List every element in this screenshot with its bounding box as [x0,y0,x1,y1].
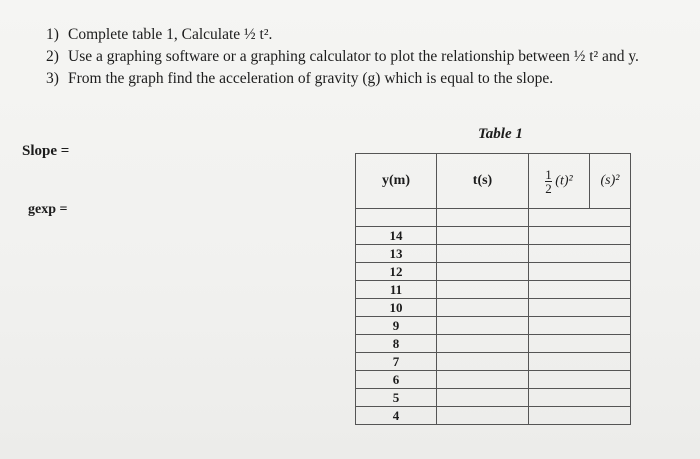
table-spacer [356,209,631,227]
y-value-cell: 5 [356,389,437,407]
table-row [356,353,631,371]
table-row [356,335,631,353]
header-y: y(m) [356,154,437,209]
instruction-list [46,24,639,90]
instruction-item: 2) Use a graphing software or a graphing calculator to plot the relationship between ½ t² and y. [46,48,639,65]
instruction-item: 1) Complete table 1, Calculate ½ t². [46,26,273,43]
y-value-cell: 13 [356,245,437,263]
half-t-squared-cell[interactable] [529,299,631,317]
t-value-cell[interactable] [437,227,529,245]
t-value-cell[interactable] [437,317,529,335]
y-value-cell: 7 [356,353,437,371]
y-value-cell: 4 [356,407,437,425]
half-t-squared-cell[interactable] [529,317,631,335]
half-t-squared-cell[interactable] [529,245,631,263]
y-value-cell: 14 [356,227,437,245]
t-value-cell[interactable] [437,263,529,281]
y-value-cell: 10 [356,299,437,317]
table-title: Table 1 [478,126,523,142]
table-row [356,407,631,425]
half-t-squared-cell[interactable] [529,407,631,425]
table-row [356,227,631,245]
t-value-cell[interactable] [437,389,529,407]
t-value-cell[interactable] [437,281,529,299]
half-fraction: $\frac{1}{2}$ [545,166,552,196]
instruction-item: 3) From the graph find the acceleration of gravity (g) which is equal to the slope. [46,70,554,87]
table-row [356,299,631,317]
y-value-cell: 9 [356,317,437,335]
t-value-cell[interactable] [437,407,529,425]
half-t-squared-cell[interactable] [529,389,631,407]
table-row [356,317,631,335]
header-t: t(s) [437,154,529,209]
table-header-row [356,154,631,209]
y-value-cell: 8 [356,335,437,353]
t-value-cell[interactable] [437,353,529,371]
half-t-squared-cell[interactable] [529,335,631,353]
table-row [356,263,631,281]
half-t-squared-cell[interactable] [529,281,631,299]
gexp-label: gexp = [28,202,68,217]
data-table [355,153,631,425]
t-value-cell[interactable] [437,299,529,317]
table-row [356,245,631,263]
t-value-cell[interactable] [437,335,529,353]
table-row [356,389,631,407]
header-unit: (s)² [590,154,631,209]
y-value-cell: 12 [356,263,437,281]
half-t-squared-cell[interactable] [529,371,631,389]
table-row [356,281,631,299]
y-value-cell: 11 [356,281,437,299]
t-value-cell[interactable] [437,245,529,263]
table-row [356,371,631,389]
t-value-cell[interactable] [437,371,529,389]
half-t-squared-cell[interactable] [529,353,631,371]
half-t-squared-cell[interactable] [529,263,631,281]
y-value-cell: 6 [356,371,437,389]
header-half-t-squared: $\frac{1}{2}$ (t)² [529,154,590,209]
half-t-squared-cell[interactable] [529,227,631,245]
slope-label: Slope = [22,143,70,159]
